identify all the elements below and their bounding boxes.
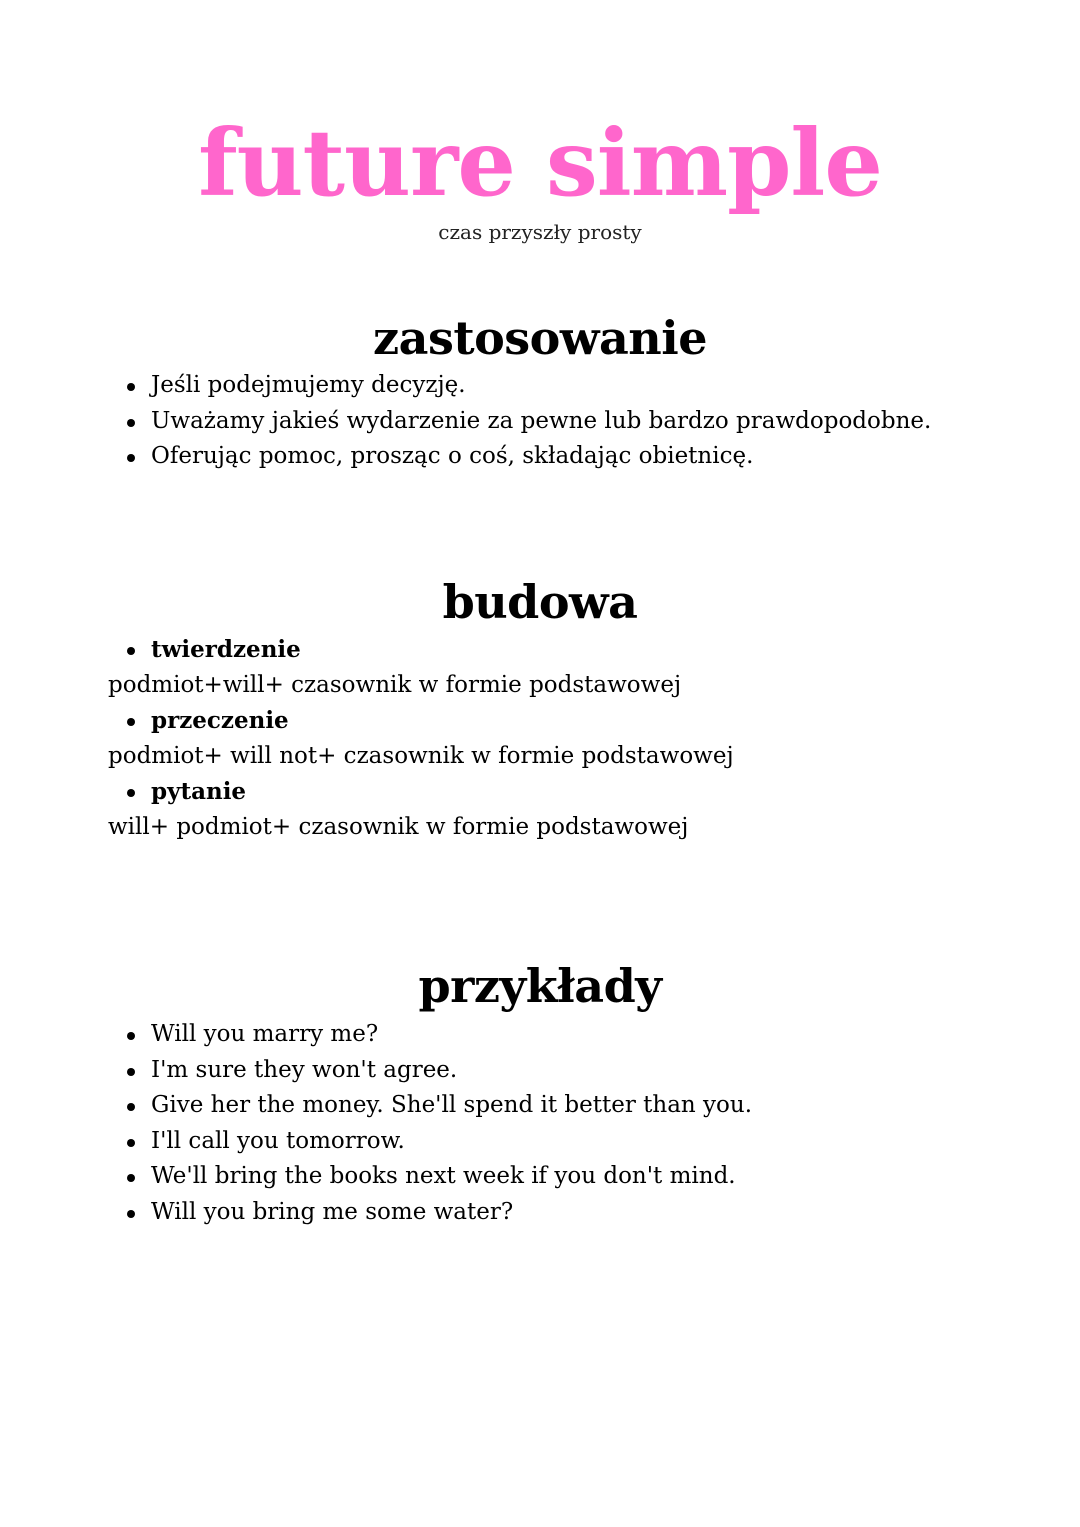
bullet-icon <box>127 718 135 726</box>
bullet-icon <box>127 647 135 655</box>
usage-list <box>0 368 931 475</box>
bullet-icon <box>127 1068 135 1076</box>
list-item: przeczenie <box>0 703 289 739</box>
list-item: We'll bring the books next week if you don't mind. <box>0 1159 752 1195</box>
list-item: pytanie <box>0 774 246 810</box>
question-formula: will+ podmiot+ czasownik w formie podstawowej <box>108 814 689 840</box>
affirmative-formula: podmiot+will+ czasownik w formie podstawowej <box>108 672 682 698</box>
negative-formula: podmiot+ will not+ czasownik w formie podstawowej <box>108 743 734 769</box>
examples-list <box>0 1017 752 1230</box>
page-title: future simple <box>198 109 882 217</box>
list-item: I'll call you tomorrow. <box>0 1124 752 1160</box>
bullet-icon <box>127 454 135 462</box>
examples-heading: przykłady <box>418 959 662 1013</box>
list-item: twierdzenie <box>0 632 301 668</box>
bullet-icon <box>127 1210 135 1218</box>
page-subtitle: czas przyszły prosty <box>438 220 642 244</box>
list-item: Jeśli podejmujemy decyzję. <box>0 368 931 404</box>
bullet-icon <box>127 1174 135 1182</box>
usage-heading: zastosowanie <box>373 311 707 365</box>
bullet-icon <box>127 1103 135 1111</box>
list-item: Uważamy jakieś wydarzenie za pewne lub bardzo prawdopodobne. <box>0 404 931 440</box>
bullet-icon <box>127 789 135 797</box>
bullet-icon <box>127 1032 135 1040</box>
bullet-icon <box>127 383 135 391</box>
negative-label-list <box>0 703 289 739</box>
affirmative-label-list <box>0 632 301 668</box>
list-item: Give her the money. She'll spend it better than you. <box>0 1088 752 1124</box>
list-item: Oferując pomoc, prosząc o coś, składając obietnicę. <box>0 439 931 475</box>
list-item: Will you marry me? <box>0 1017 752 1053</box>
bullet-icon <box>127 419 135 427</box>
list-item: Will you bring me some water? <box>0 1195 752 1231</box>
bullet-icon <box>127 1139 135 1147</box>
list-item: I'm sure they won't agree. <box>0 1053 752 1089</box>
structure-heading: budowa <box>442 575 638 629</box>
question-label-list <box>0 774 246 810</box>
